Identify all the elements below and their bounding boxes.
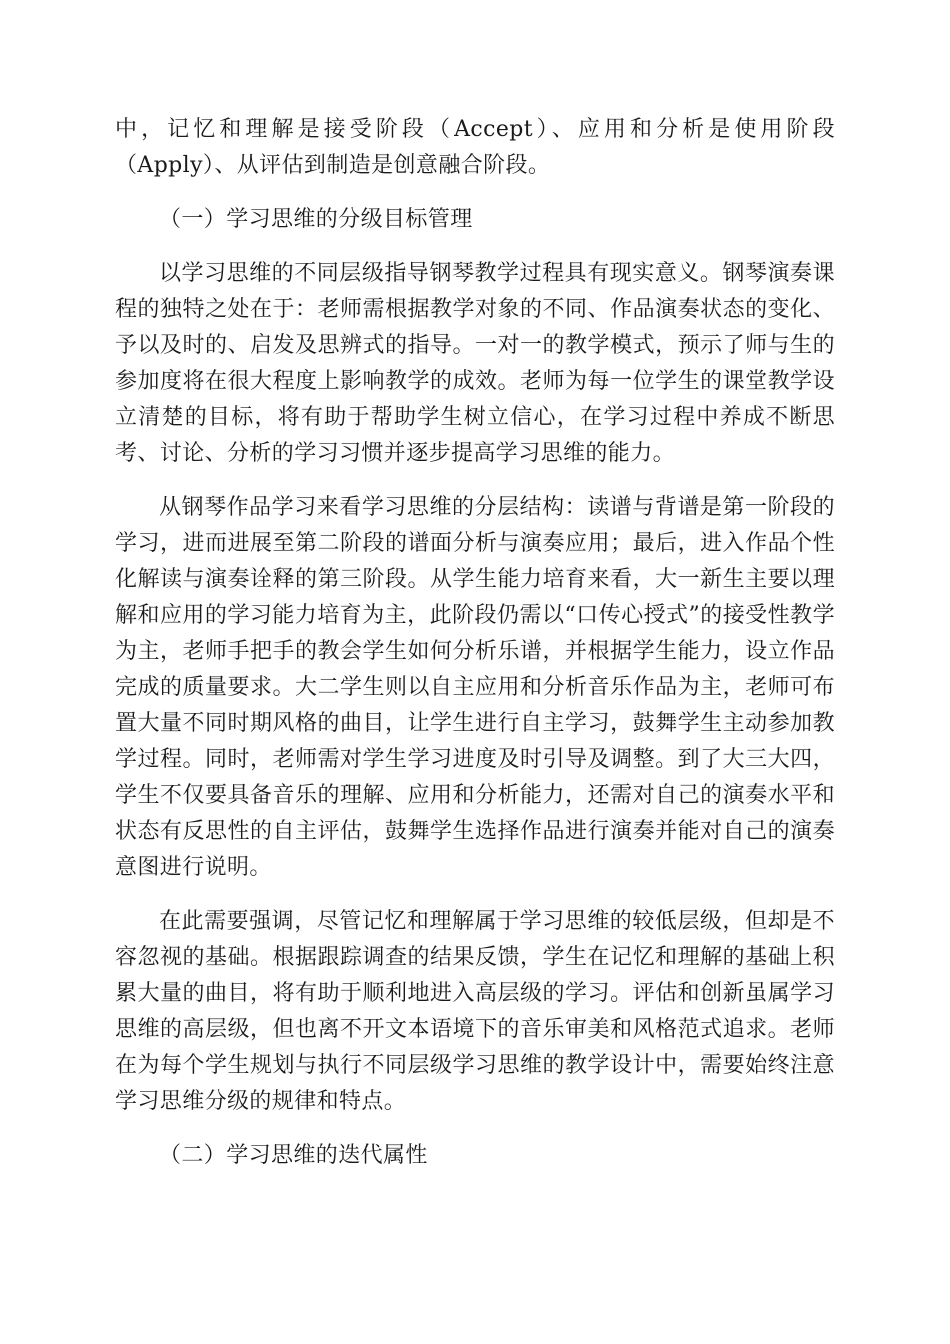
spacer — [115, 238, 835, 256]
intro-continuation-paragraph: 中，记忆和理解是接受阶段（Accept）、应用和分析是使用阶段（Apply）、从评估到制造是创意融合阶段。 — [115, 117, 835, 178]
section-heading-2: （二）学习思维的迭代属性 — [159, 1143, 428, 1168]
section-heading-1: （一）学习思维的分级目标管理 — [159, 207, 473, 232]
body-paragraph-1: 以学习思维的不同层级指导钢琴教学过程具有现实意义。钢琴演奏课程的独特之处在于：老师需根据教学对象的不同、作品演奏状态的变化、予以及时的、启发及思辨式的指导。一对一的教学模式，预示了师与生的参加度将在很大程度上影响教学的成效。老师为每一位学生的课堂教学设立清楚的目标，将有助于帮助学生树立信心，在学习过程中养成不断思考、讨论、分析的学习习惯并逐步提高学习思维的能力。 — [115, 261, 835, 466]
spacer — [115, 886, 835, 904]
spacer — [115, 184, 835, 202]
spacer — [115, 1120, 835, 1138]
document-page — [115, 112, 835, 1174]
spacer — [115, 472, 835, 490]
body-paragraph-2: 从钢琴作品学习来看学习思维的分层结构：读谱与背谱是第一阶段的学习，进而进展至第二阶段的谱面分析与演奏应用；最后，进入作品个性化解读与演奏诠释的第三阶段。从学生能力培育来看，大一新生主要以理解和应用的学习能力培育为主，此阶段仍需以“口传心授式”的接受性教学为主，老师手把手的教会学生如何分析乐谱，并根据学生能力，设立作品完成的质量要求。大二学生则以自主应用和分析音乐作品为主，老师可布置大量不同时期风格的曲目，让学生进行自主学习，鼓舞学生主动参加教学过程。同时，老师需对学生学习进度及时引导及调整。到了大三大四，学生不仅要具备音乐的理解、应用和分析能力，还需对自己的演奏水平和状态有反思性的自主评估，鼓舞学生选择作品进行演奏并能对自己的演奏意图进行说明。 — [115, 495, 835, 880]
body-paragraph-3: 在此需要强调，尽管记忆和理解属于学习思维的较低层级，但却是不容忽视的基础。根据跟踪调查的结果反馈，学生在记忆和理解的基础上积累大量的曲目，将有助于顺利地进入高层级的学习。评估和创新虽属学习思维的高层级，但也离不开文本语境下的音乐审美和风格范式追求。老师在为每个学生规划与执行不同层级学习思维的教学设计中，需要始终注意学习思维分级的规律和特点。 — [115, 909, 835, 1114]
